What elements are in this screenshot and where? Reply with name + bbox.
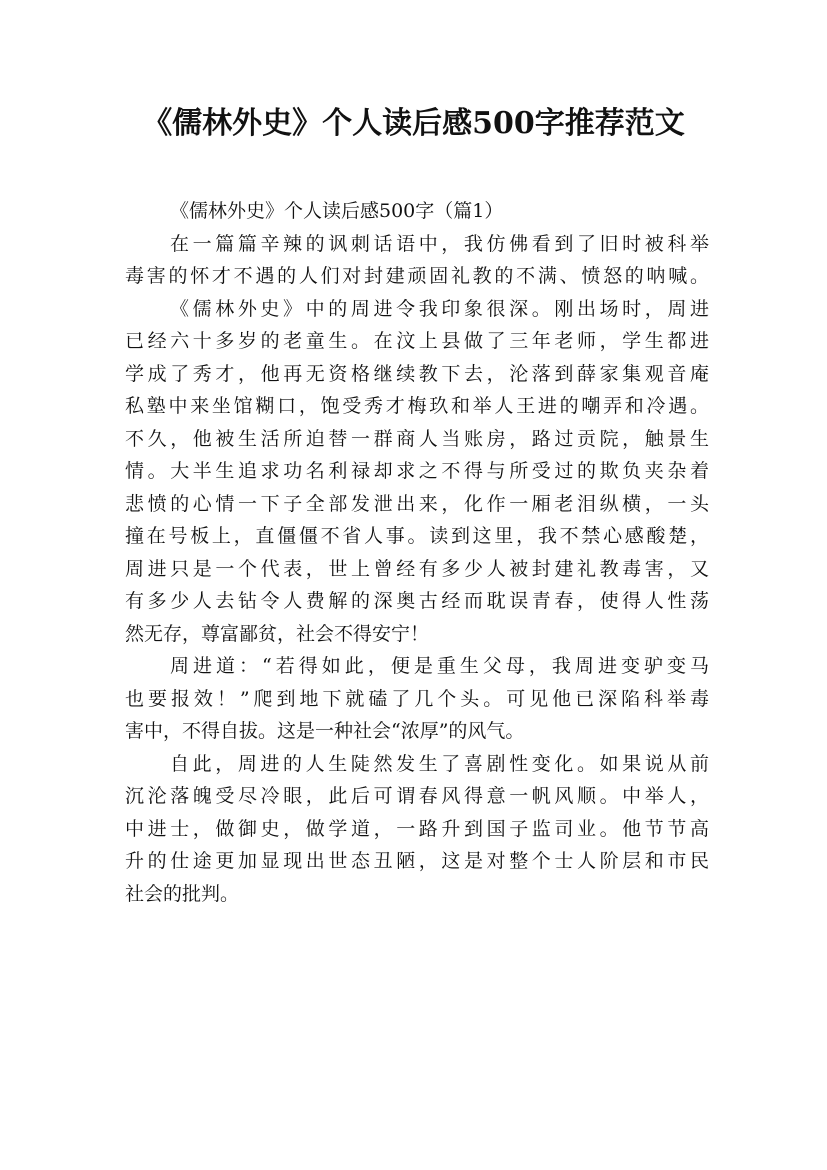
document-body bbox=[125, 195, 709, 910]
paragraph-line: 已经六十多岁的老童生。在汶上县做了三年老师，学生都进 bbox=[125, 330, 709, 352]
paragraph-line: 毒害的怀才不遇的人们对封建顽固礼教的不满、愤怒的呐喊。 bbox=[125, 265, 709, 287]
paragraph-line: 在一篇篇辛辣的讽刺话语中，我仿佛看到了旧时被科举 bbox=[170, 232, 709, 255]
paragraph-line: 自此，周进的人生陡然发生了喜剧性变化。如果说从前 bbox=[170, 752, 709, 775]
paragraph-line: 不久，他被生活所迫替一群商人当账房，路过贡院，触景生 bbox=[125, 427, 709, 450]
paragraph-line: 升的仕途更加显现出世态丑陋，这是对整个士人阶层和市民 bbox=[125, 850, 709, 872]
paragraph-line: 害中，不得自拔。这是一种社会“浓厚”的风气。 bbox=[125, 720, 525, 742]
paragraph-line: 也要报效！”爬到地下就磕了几个头。可见他已深陷科举毒 bbox=[125, 687, 709, 710]
paragraph-line: 然无存，尊富鄙贫，社会不得安宁！ bbox=[125, 622, 430, 645]
document-title: 《儒林外史》个人读后感500字推荐范文 bbox=[142, 106, 685, 141]
paragraph-line: 悲愤的心情一下子全部发泄出来，化作一厢老泪纵横，一头 bbox=[125, 492, 709, 515]
paragraph-line: 周进道：“若得如此，便是重生父母，我周进变驴变马 bbox=[170, 655, 709, 677]
paragraph-line: 撞在号板上，直僵僵不省人事。读到这里，我不禁心感酸楚， bbox=[125, 525, 709, 547]
paragraph-line: 情。大半生追求功名利禄却求之不得与所受过的欺负夹杂着 bbox=[125, 460, 709, 482]
paragraph-line: 有多少人去钻令人费解的深奥古经而耽误青春，使得人性荡 bbox=[125, 590, 709, 612]
paragraph-line: 《儒林外史》中的周进令我印象很深。刚出场时，周进 bbox=[170, 297, 709, 320]
paragraph-line: 学成了秀才，他再无资格继续教下去，沦落到薛家集观音庵 bbox=[125, 362, 709, 385]
paragraph-line: 社会的批判。 bbox=[125, 882, 240, 905]
paragraph-line: 中进士，做御史，做学道，一路升到国子监司业。他节节高 bbox=[125, 817, 709, 840]
paragraph-line: 私塾中来坐馆糊口，饱受秀才梅玖和举人王进的嘲弄和冷遇。 bbox=[125, 395, 709, 417]
section-heading: 《儒林外史》个人读后感500字（篇1） bbox=[170, 200, 504, 222]
paragraph-line: 周进只是一个代表，世上曾经有多少人被封建礼教毒害，又 bbox=[125, 557, 709, 580]
paragraph-line: 沉沦落魄受尽冷眼，此后可谓春风得意一帆风顺。中举人， bbox=[125, 785, 709, 807]
